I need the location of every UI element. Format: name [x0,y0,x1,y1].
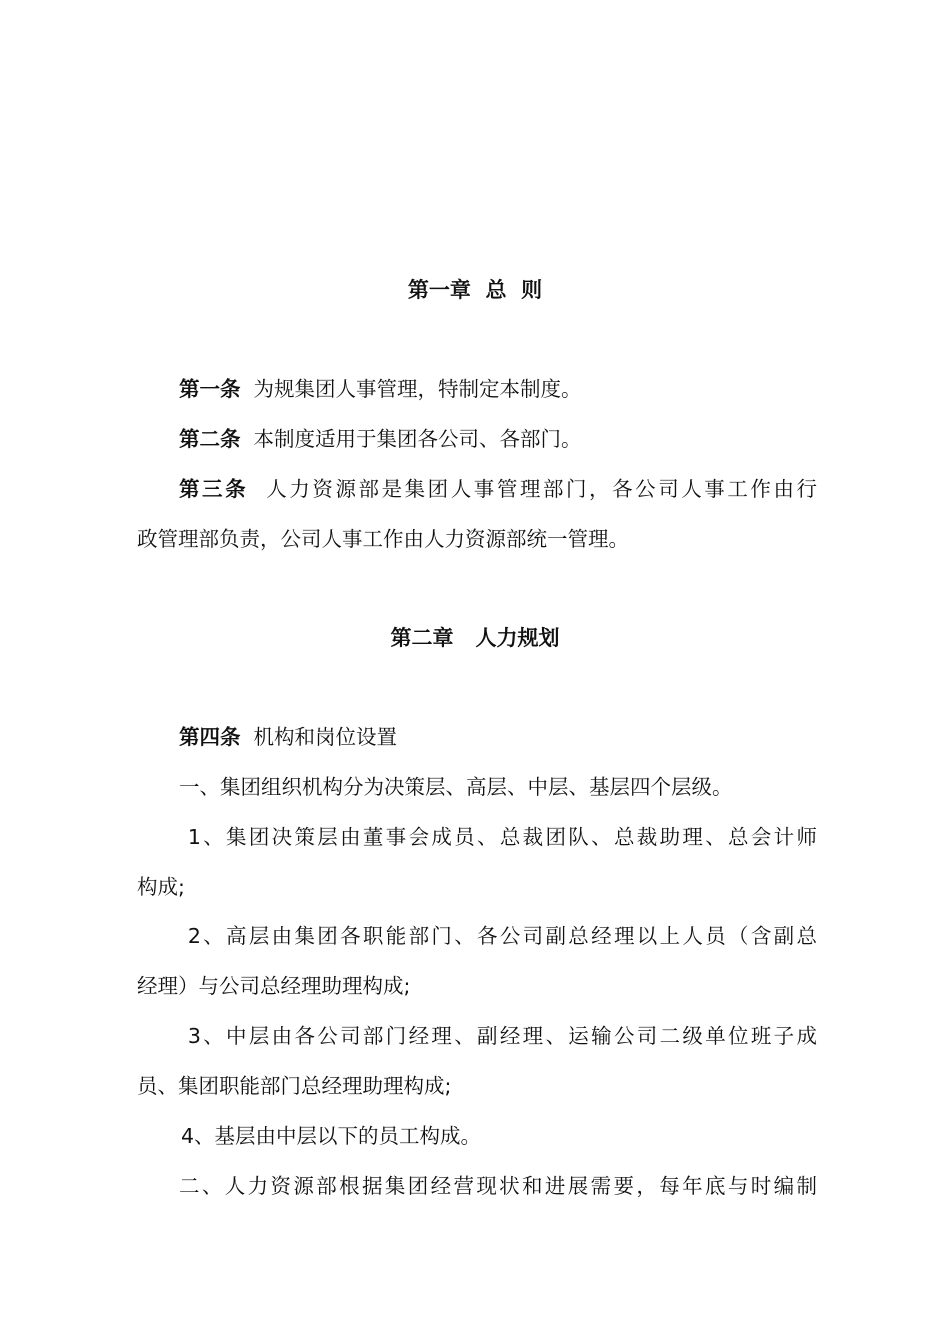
article-2-label: 第二条 [179,427,241,451]
article-3-line-2: 政管理部负责，公司人事工作由人力资源部统一管理。 [137,527,629,551]
article-2 [179,424,582,454]
chapter-2-heading: 第二章 人力规划 [390,626,560,650]
paragraph-4-line-1: 3、中层由各公司部门经理、副经理、运输公司二级单位班子成 [179,1024,817,1048]
paragraph-3-line-2: 经理）与公司总经理助理构成; [137,974,411,998]
paragraph-6-line-1: 二、人力资源部根据集团经营现状和进展需要，每年底与时编制 [179,1174,817,1198]
article-1-label: 第一条 [179,377,241,401]
article-1-text: 为规集团人事管理，特制定本制度。 [240,377,582,401]
chapter-1-heading: 第一章 总 则 [407,278,543,302]
paragraph-2-line-2: 构成; [137,875,185,899]
article-1 [179,374,582,404]
article-4-label: 第四条 [179,725,241,749]
article-3-label: 第三条 [179,477,249,501]
paragraph-4-line-2: 员、集团职能部门总经理助理构成; [137,1074,452,1098]
article-4-text: 机构和岗位设置 [240,725,398,749]
paragraph-2-line-1: 1、集团决策层由董事会成员、总裁团队、总裁助理、总会计师 [179,825,817,849]
article-4 [179,722,397,752]
paragraph-3-line-1: 2、高层由集团各职能部门、各公司副总经理以上人员（含副总 [179,924,817,948]
article-2-text: 本制度适用于集团各公司、各部门。 [240,427,582,451]
article-3-line-1 [179,474,817,504]
article-3-text-line-1: 人力资源部是集团人事管理部门，各公司人事工作由行 [248,477,818,501]
paragraph-5: 4、基层由中层以下的员工构成。 [181,1124,482,1148]
paragraph-1: 一、集团组织机构分为决策层、高层、中层、基层四个层级。 [179,775,733,799]
